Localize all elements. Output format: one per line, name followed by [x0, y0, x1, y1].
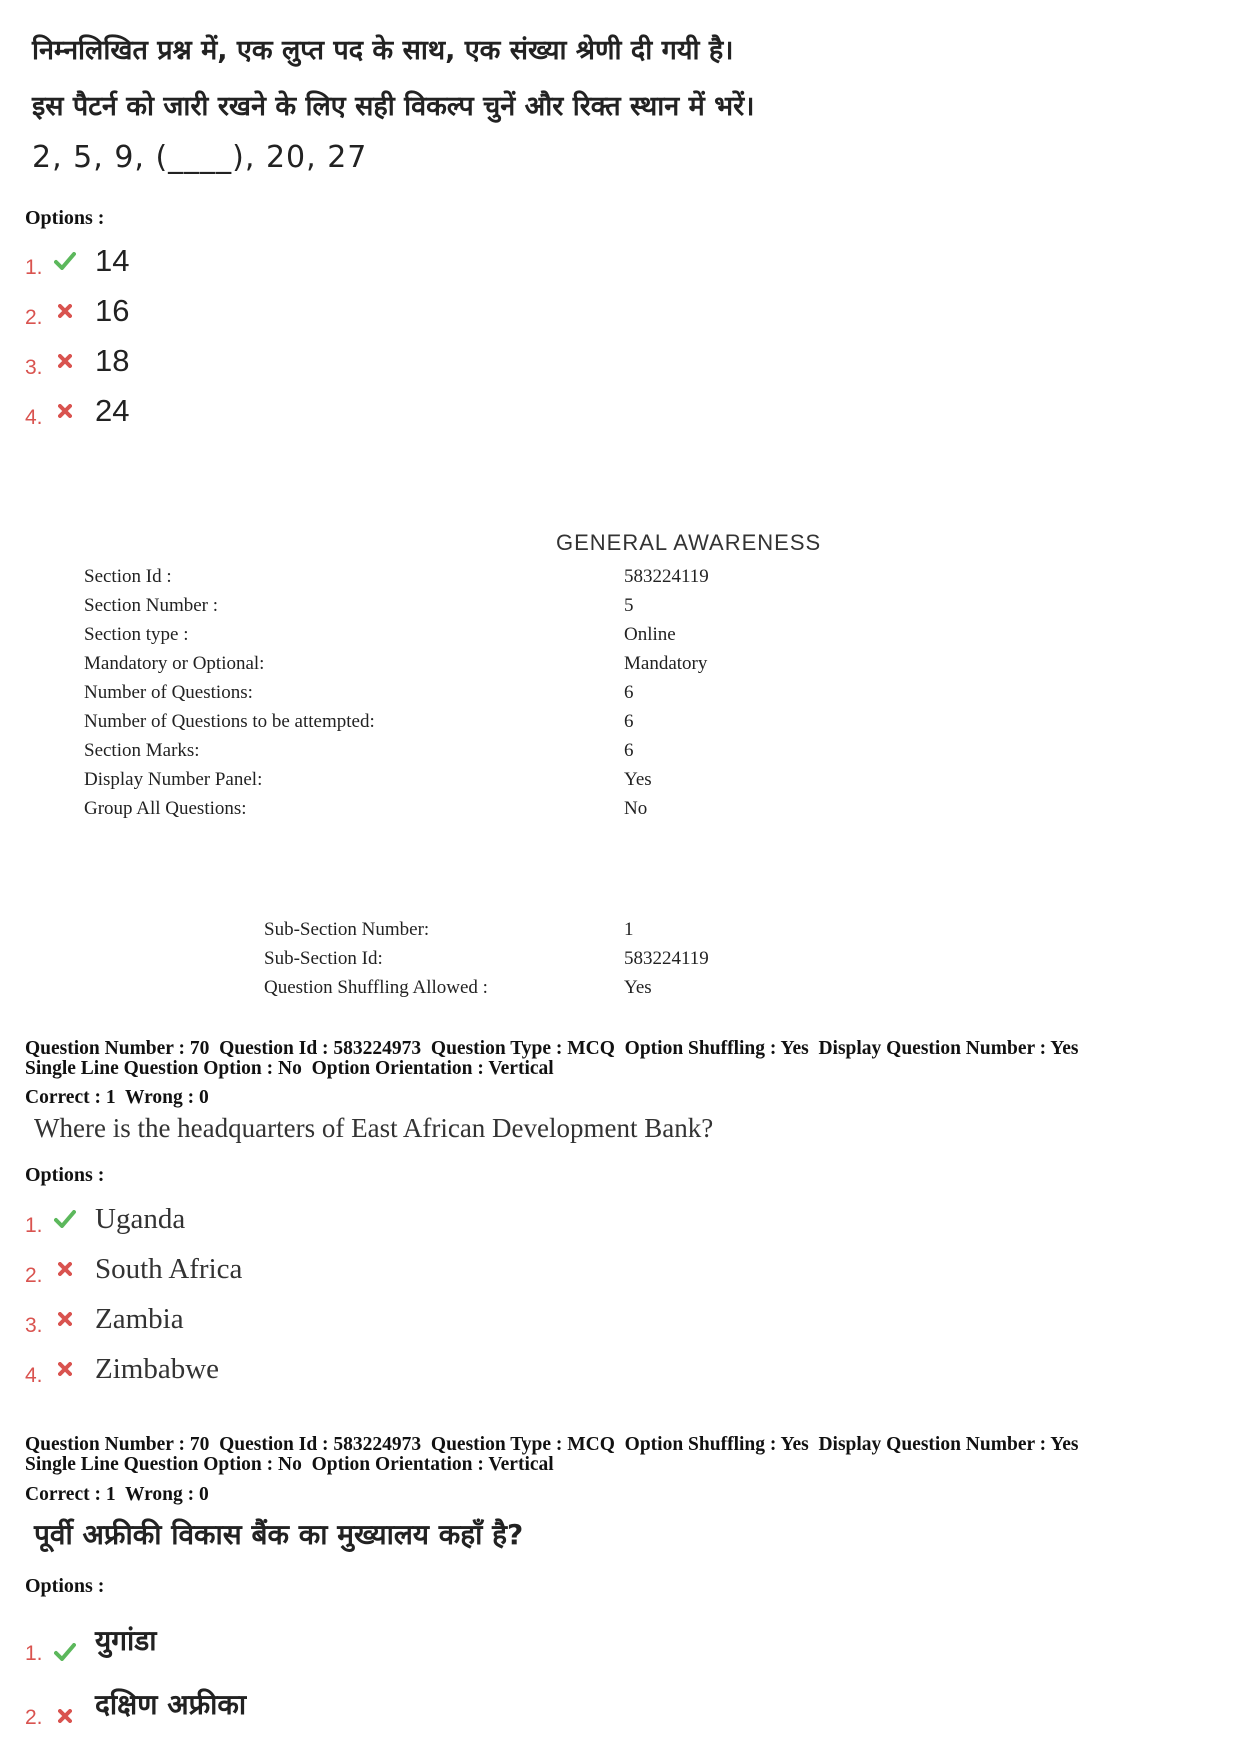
- question-meta-line-1: Question Number : 70 Question Id : 583224973 Question Type : MCQ Option Shuffling : Yes Display Question Number : Yes: [25, 1038, 1079, 1059]
- question-text-line-1: निम्नलिखित प्रश्न में, एक लुप्त पद के साथ, एक संख्या श्रेणी दी गयी है।: [32, 35, 734, 66]
- check-icon: [53, 249, 77, 273]
- subsection-info-table: [264, 919, 784, 1006]
- section-row-label: Number of Questions:: [84, 682, 253, 703]
- section-row-value: Online: [624, 624, 676, 645]
- option-item[interactable]: [25, 1194, 242, 1244]
- section-row: [84, 595, 784, 624]
- question-text: पूर्वी अफ्रीकी विकास बैंक का मुख्यालय कहाँ है?: [34, 1518, 524, 1551]
- cross-icon: [53, 1307, 77, 1331]
- section-row-label: Section Id :: [84, 566, 172, 587]
- option-text: Zambia: [95, 1302, 184, 1335]
- section-row-value: Yes: [624, 769, 652, 790]
- section-row-value: Mandatory: [624, 653, 708, 674]
- subsection-row: [264, 977, 784, 1006]
- options-list: [25, 236, 129, 436]
- check-icon: [53, 1207, 77, 1231]
- option-text: Zimbabwe: [95, 1352, 220, 1385]
- option-number: 1.: [25, 1642, 43, 1665]
- option-item[interactable]: [25, 1608, 246, 1672]
- option-text: Uganda: [95, 1202, 186, 1235]
- subsection-row: [264, 919, 784, 948]
- option-item[interactable]: [25, 336, 129, 386]
- question-meta-line-2: Single Line Question Option : No Option Orientation : Vertical: [25, 1454, 554, 1475]
- section-row: [84, 653, 784, 682]
- option-text: 16: [95, 293, 130, 328]
- option-item[interactable]: [25, 1294, 242, 1344]
- section-row-value: 5: [624, 595, 634, 616]
- option-text: 14: [95, 243, 130, 278]
- option-text: दक्षिण अफ्रीका: [95, 1688, 247, 1721]
- options-label: Options :: [25, 1575, 105, 1597]
- option-item[interactable]: [25, 236, 129, 286]
- section-row-label: Mandatory or Optional:: [84, 653, 265, 674]
- section-row-label: Section Marks:: [84, 740, 200, 761]
- option-item[interactable]: [25, 1344, 242, 1394]
- section-row-label: Number of Questions to be attempted:: [84, 711, 375, 732]
- section-row: [84, 740, 784, 769]
- question-meta-line-1: Question Number : 70 Question Id : 583224973 Question Type : MCQ Option Shuffling : Yes Display Question Number : Yes: [25, 1434, 1079, 1455]
- option-number: 2.: [25, 1264, 43, 1287]
- cross-icon: [53, 1357, 77, 1381]
- section-row: [84, 798, 784, 827]
- section-row-label: Display Number Panel:: [84, 769, 263, 790]
- subsection-row-value: 583224119: [624, 948, 709, 969]
- section-row: [84, 769, 784, 798]
- option-text: 24: [95, 393, 130, 428]
- option-number: 1.: [25, 1214, 43, 1237]
- section-row-value: 6: [624, 682, 634, 703]
- question-marks: Correct : 1 Wrong : 0: [25, 1484, 209, 1505]
- option-item[interactable]: [25, 1244, 242, 1294]
- section-row: [84, 682, 784, 711]
- options-label: Options :: [25, 207, 105, 229]
- section-row-value: 6: [624, 711, 634, 732]
- option-number: 3.: [25, 356, 43, 379]
- section-row-value: 583224119: [624, 566, 709, 587]
- subsection-row: [264, 948, 784, 977]
- option-text: युगांडा: [95, 1624, 157, 1657]
- section-row-value: 6: [624, 740, 634, 761]
- option-item[interactable]: [25, 386, 129, 436]
- section-row: [84, 624, 784, 653]
- option-text: 18: [95, 343, 130, 378]
- section-row-value: No: [624, 798, 648, 819]
- question-text: Where is the headquarters of East African Development Bank?: [34, 1113, 714, 1143]
- question-text-line-2: इस पैटर्न को जारी रखने के लिए सही विकल्प चुनें और रिक्त स्थान में भरें।: [32, 91, 755, 122]
- section-row-label: Section type :: [84, 624, 189, 645]
- option-number: 4.: [25, 1364, 43, 1387]
- section-row-label: Section Number :: [84, 595, 219, 616]
- cross-icon: [53, 349, 77, 373]
- option-number: 2.: [25, 306, 43, 329]
- section-row: [84, 711, 784, 740]
- option-number: 2.: [25, 1706, 43, 1729]
- number-series: 2, 5, 9, (____), 20, 27: [32, 140, 368, 175]
- question-marks: Correct : 1 Wrong : 0: [25, 1087, 209, 1108]
- options-list: [25, 1608, 246, 1736]
- subsection-row-value: Yes: [624, 977, 652, 998]
- section-row-label: Group All Questions:: [84, 798, 247, 819]
- subsection-row-label: Sub-Section Number:: [264, 919, 430, 940]
- cross-icon: [53, 299, 77, 323]
- section-title: GENERAL AWARENESS: [556, 530, 822, 555]
- subsection-row-label: Sub-Section Id:: [264, 948, 383, 969]
- subsection-row-label: Question Shuffling Allowed :: [264, 977, 488, 998]
- option-number: 4.: [25, 406, 43, 429]
- options-label: Options :: [25, 1164, 105, 1186]
- section-info-table: [84, 566, 784, 827]
- section-row: [84, 566, 784, 595]
- option-item[interactable]: [25, 1672, 246, 1736]
- option-item[interactable]: [25, 286, 129, 336]
- question-meta-line-2: Single Line Question Option : No Option Orientation : Vertical: [25, 1058, 554, 1079]
- subsection-row-value: 1: [624, 919, 634, 940]
- options-list: [25, 1194, 242, 1394]
- cross-icon: [53, 399, 77, 423]
- cross-icon: [53, 1257, 77, 1281]
- option-number: 1.: [25, 256, 43, 279]
- option-number: 3.: [25, 1314, 43, 1337]
- option-text: South Africa: [95, 1252, 243, 1285]
- cross-icon: [53, 1704, 77, 1728]
- check-icon: [53, 1640, 77, 1664]
